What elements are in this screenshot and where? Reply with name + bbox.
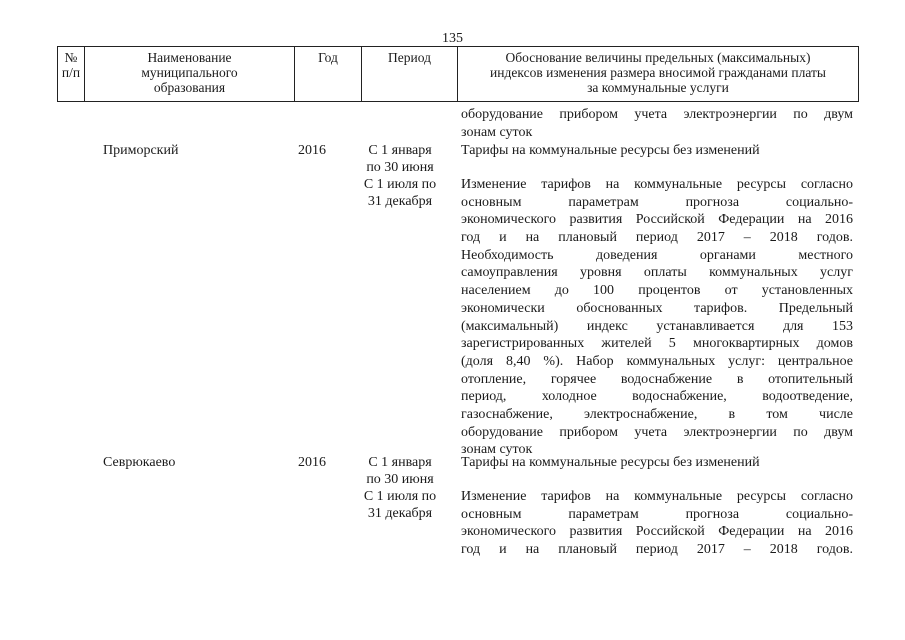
header-year: Год (295, 47, 362, 101)
row-year: 2016 (298, 455, 326, 470)
header-number: № п/п (58, 47, 85, 101)
row-period-first-half: С 1 января по 30 июня (366, 455, 434, 487)
row-tariff-unchanged: Тарифы на коммунальные ресурсы без изменений (461, 455, 760, 470)
table-header (57, 46, 859, 102)
row-municipality-name: Севрюкаево (103, 455, 176, 470)
row-period-second-half: С 1 июля по 31 декабря (363, 489, 437, 521)
row-period-second-half: С 1 июля по 31 декабря (363, 177, 437, 209)
row-tariff-justification: Изменение тарифов на коммунальные ресурсы согласно основным параметрам прогноза социально- экономического развития Российской Федерации на 2016 год и на плановый период 2017 – 2018 годов. (461, 489, 853, 558)
row-municipality-name: Приморский (103, 143, 179, 158)
row-tariff-unchanged: Тарифы на коммунальные ресурсы без изменений (461, 143, 760, 158)
row-tariff-justification: Изменение тарифов на коммунальные ресурсы согласно основным параметрам прогноза социально- экономического развития Российской Федерации на 2016 год и на плановый период 2017 – 2018 годов. Необходимость доведения органами местного самоуправления уровня оплаты коммунальных услуг населением до 100 процентов от установленных экономически обоснованных тарифов. Предельный (максимальный) индекс устанавливается для 153 зарегистрированных жителей 5 многоквартирных домов (доля 8,40 %). Набор коммунальных услуг: центральное отопление, горячее водоснабжение в отопительный период, холодное водоснабжение, водоотведение, газоснабжение, электроснабжение, в том числе оборудование прибором учета электроэнергии по двум зонам суток (461, 177, 853, 458)
page-number: 135 (442, 31, 463, 46)
row-period-first-half: С 1 января по 30 июня (366, 143, 434, 175)
header-period: Период (362, 47, 458, 101)
continuation-text: оборудование прибором учета электроэнергии по двум зонам суток (461, 107, 853, 140)
header-justification: Обоснование величины предельных (максимальных) индексов изменения размера вносимой гражданами платы за коммунальные услуги (490, 50, 826, 95)
header-municipality: Наименование муниципального образования (85, 47, 295, 101)
row-year: 2016 (298, 143, 326, 158)
